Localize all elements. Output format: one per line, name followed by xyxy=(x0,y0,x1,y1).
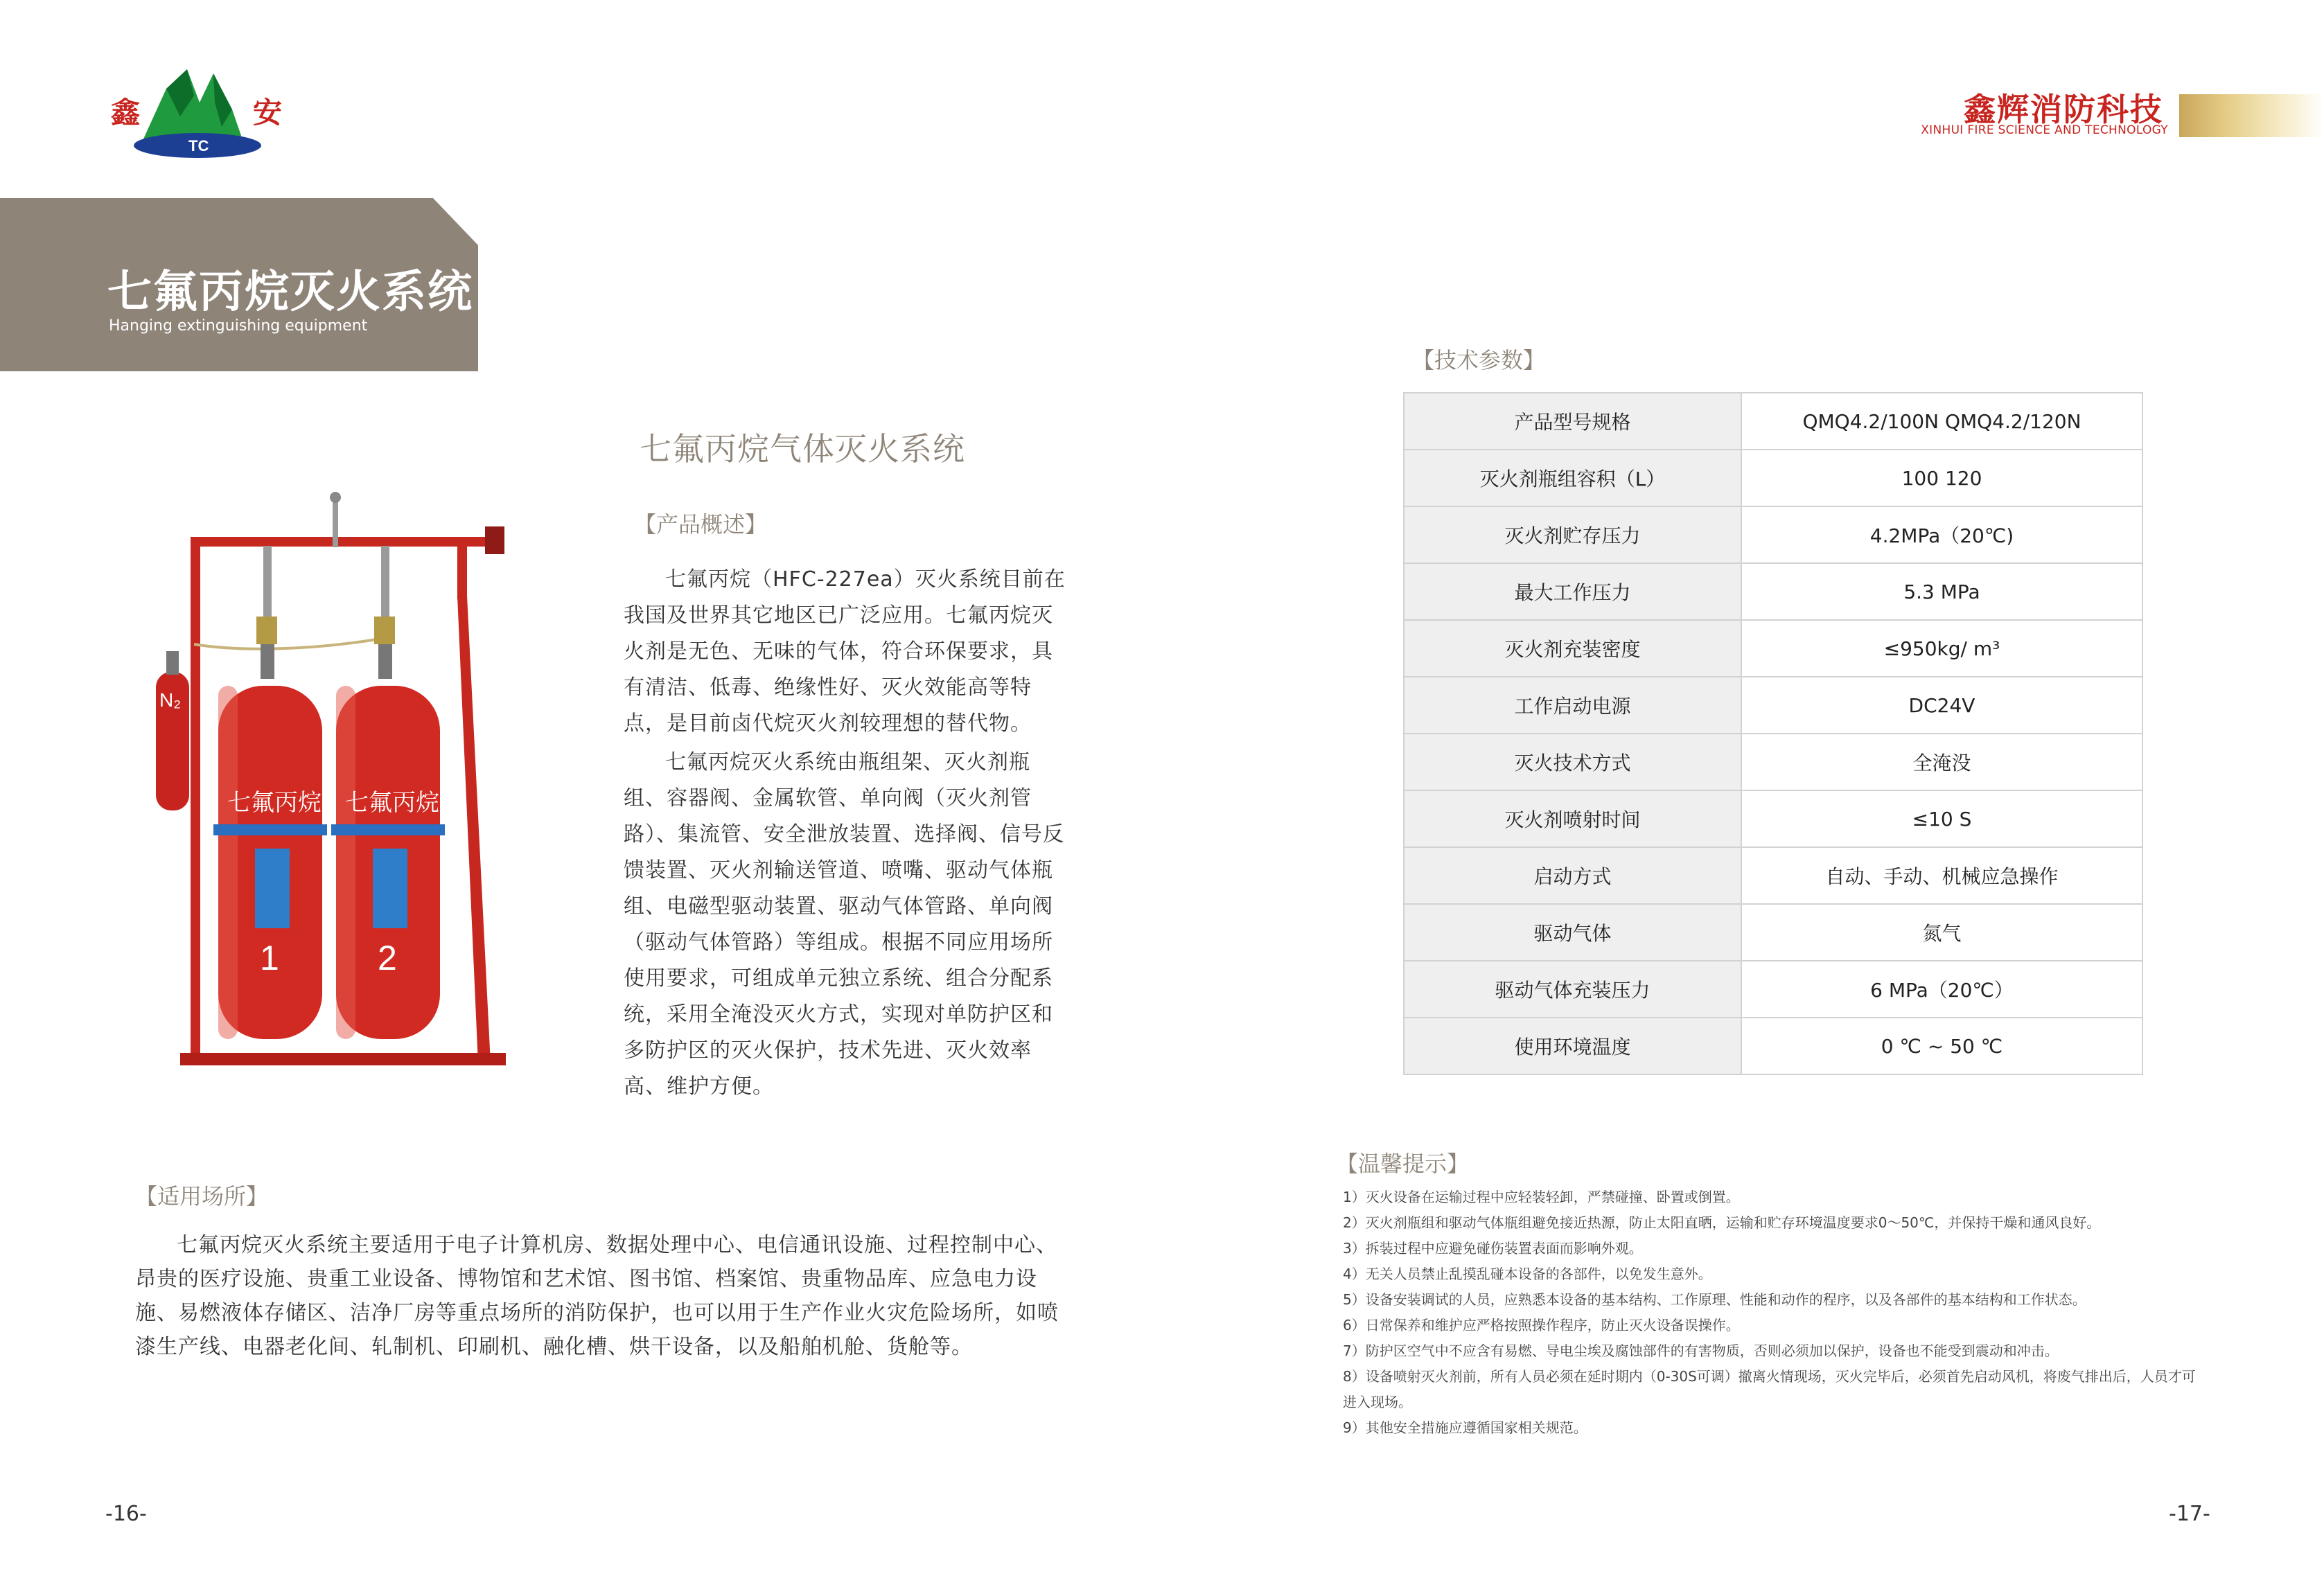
spec-value: 全淹没 xyxy=(1741,734,2142,790)
tip-item: 8）设备喷射灭火剂前，所有人员必须在延时期内（0-30S可调）撤离火情现场，灭火完毕后，必须首先启动风机，将废气排出后，人员才可进入现场。 xyxy=(1343,1368,2196,1410)
spec-row xyxy=(1404,847,2142,904)
logo-right-char: 安 xyxy=(253,96,283,130)
apply-paragraph: 七氟丙烷灭火系统主要适用于电子计算机房、数据处理中心、电信通讯设施、过程控制中心、昂贵的医疗设施、贵重工业设备、博物馆和艺术馆、图书馆、档案馆、贵重物品库、应急电力设施、易燃液体存储区、洁净厂房等重点场所的消防保护，也可以用于生产作业火灾危险场所，如喷漆生产线、电器老化间、轧制机、印刷机、融化槽、烘干设备，以及船舶机舱、货舱等。 xyxy=(135,1233,1059,1359)
spec-value: 100 120 xyxy=(1741,450,2142,506)
spec-row xyxy=(1404,904,2142,961)
cylinder-1-label: 七氟丙烷 xyxy=(227,789,322,817)
spec-value: ≤10 S xyxy=(1741,790,2142,847)
spec-key: 灭火剂瓶组容积（L） xyxy=(1404,450,1741,506)
apply-label: 【适用场所】 xyxy=(135,1183,269,1209)
overview-paragraph-2: 七氟丙烷灭火系统由瓶组架、灭火剂瓶组、容器阀、金属软管、单向阀（灭火剂管路）、集流管、安全泄放装置、选择阀、信号反馈装置、灭火剂输送管道、喷嘴、驱动气体瓶组、电磁型驱动装置、驱动气体管路、单向阀（驱动气体管路）等组成。根据不同应用场所使用要求，可组成单元独立系统、组合分配系统，采用全淹没灭火方式，实现对单防护区和多防护区的灭火保护，技术先进、灭火效率高、维护方便。 xyxy=(624,750,1064,1099)
gold-accent-bar xyxy=(2179,94,2324,137)
spec-row xyxy=(1404,961,2142,1018)
spec-value: 6 MPa（20℃） xyxy=(1741,961,2142,1018)
tip-item: 6）日常保养和维护应严格按照操作程序，防止灭火设备误操作。 xyxy=(1343,1317,1740,1333)
spec-key: 驱动气体充装压力 xyxy=(1404,961,1741,1018)
tip-item: 9）其他安全措施应遵循国家相关规范。 xyxy=(1343,1419,1587,1436)
spec-key: 启动方式 xyxy=(1404,847,1741,904)
brand-name-en: XINHUI FIRE SCIENCE AND TECHNOLOGY xyxy=(1921,123,2168,137)
tip-item: 3）拆装过程中应避免碰伤装置表面而影响外观。 xyxy=(1343,1240,1643,1257)
cylinder-2-number: 2 xyxy=(378,939,397,977)
cylinder-1-number: 1 xyxy=(260,939,279,977)
spec-row xyxy=(1404,393,2142,450)
spec-key: 灭火剂充装密度 xyxy=(1404,620,1741,677)
tip-item: 1）灭火设备在运输过程中应轻装轻卸，严禁碰撞、卧置或倒置。 xyxy=(1343,1189,1740,1205)
tip-item: 4）无关人员禁止乱摸乱碰本设备的各部件，以免发生意外。 xyxy=(1343,1266,1712,1282)
tips-label: 【温馨提示】 xyxy=(1336,1151,1470,1177)
spec-row xyxy=(1404,620,2142,677)
overview-label: 【产品概述】 xyxy=(634,511,768,538)
banner-title: 七氟丙烷灭火系统 xyxy=(107,267,473,318)
spec-key: 最大工作压力 xyxy=(1404,563,1741,620)
n2-label: N₂ xyxy=(159,689,182,711)
spec-value: 5.3 MPa xyxy=(1741,563,2142,620)
logo-mark: TC xyxy=(188,137,209,154)
cylinder-2-label: 七氟丙烷 xyxy=(345,789,439,817)
spec-value: QMQ4.2/100N QMQ4.2/120N xyxy=(1741,393,2142,450)
overview-paragraph-1: 七氟丙烷（HFC-227ea）灭火系统目前在我国及世界其它地区已广泛应用。七氟丙烷灭火剂是无色、无味的气体，符合环保要求，具有清洁、低毒、绝缘性好、灭火效能高等特点，是目前卤代烷灭火剂较理想的替代物。 xyxy=(624,567,1066,736)
banner-subtitle: Hanging extinguishing equipment xyxy=(109,317,368,335)
spec-table xyxy=(1403,392,2143,1075)
company-logo xyxy=(111,61,291,158)
spec-row xyxy=(1404,563,2142,620)
spec-value: 自动、手动、机械应急操作 xyxy=(1741,847,2142,904)
spec-value: DC24V xyxy=(1741,677,2142,734)
tip-item: 7）防护区空气中不应含有易燃、导电尘埃及腐蚀部件的有害物质，否则必须加以保护，设备也不能受到震动和冲击。 xyxy=(1343,1342,2059,1359)
page-number-right: -17- xyxy=(2169,1502,2210,1526)
tip-item: 2）灭火剂瓶组和驱动气体瓶组避免接近热源，防止太阳直晒，运输和贮存环境温度要求0～50℃，并保持干燥和通风良好。 xyxy=(1343,1214,2101,1231)
brand-name-cn: 鑫辉消防科技 xyxy=(1964,91,2163,128)
spec-row xyxy=(1404,1018,2142,1074)
spec-key: 使用环境温度 xyxy=(1404,1018,1741,1074)
tip-item: 5）设备安装调试的人员，应熟悉本设备的基本结构、工作原理、性能和动作的程序，以及各部件的基本结构和工作状态。 xyxy=(1343,1291,2086,1308)
spec-value: 0 ℃ ~ 50 ℃ xyxy=(1741,1018,2142,1074)
spec-key: 产品型号规格 xyxy=(1404,393,1741,450)
page-number-left: -16- xyxy=(105,1502,147,1526)
logo-left-char: 鑫 xyxy=(111,96,141,130)
spec-key: 驱动气体 xyxy=(1404,904,1741,961)
spec-label: 【技术参数】 xyxy=(1412,347,1546,373)
spec-value: 氮气 xyxy=(1741,904,2142,961)
spec-key: 工作启动电源 xyxy=(1404,677,1741,734)
spec-value: ≤950kg/ m³ xyxy=(1741,620,2142,677)
spec-row xyxy=(1404,790,2142,847)
spec-key: 灭火技术方式 xyxy=(1404,734,1741,790)
spec-row xyxy=(1404,506,2142,563)
tips-list xyxy=(1343,1185,2202,1441)
fire-suppression-cylinders-image xyxy=(152,485,540,1088)
spec-row xyxy=(1404,677,2142,734)
spec-row xyxy=(1404,734,2142,790)
system-title: 七氟丙烷气体灭火系统 xyxy=(640,430,965,468)
spec-row xyxy=(1404,450,2142,506)
spec-key: 灭火剂喷射时间 xyxy=(1404,790,1741,847)
spec-key: 灭火剂贮存压力 xyxy=(1404,506,1741,563)
spec-value: 4.2MPa（20℃) xyxy=(1741,506,2142,563)
